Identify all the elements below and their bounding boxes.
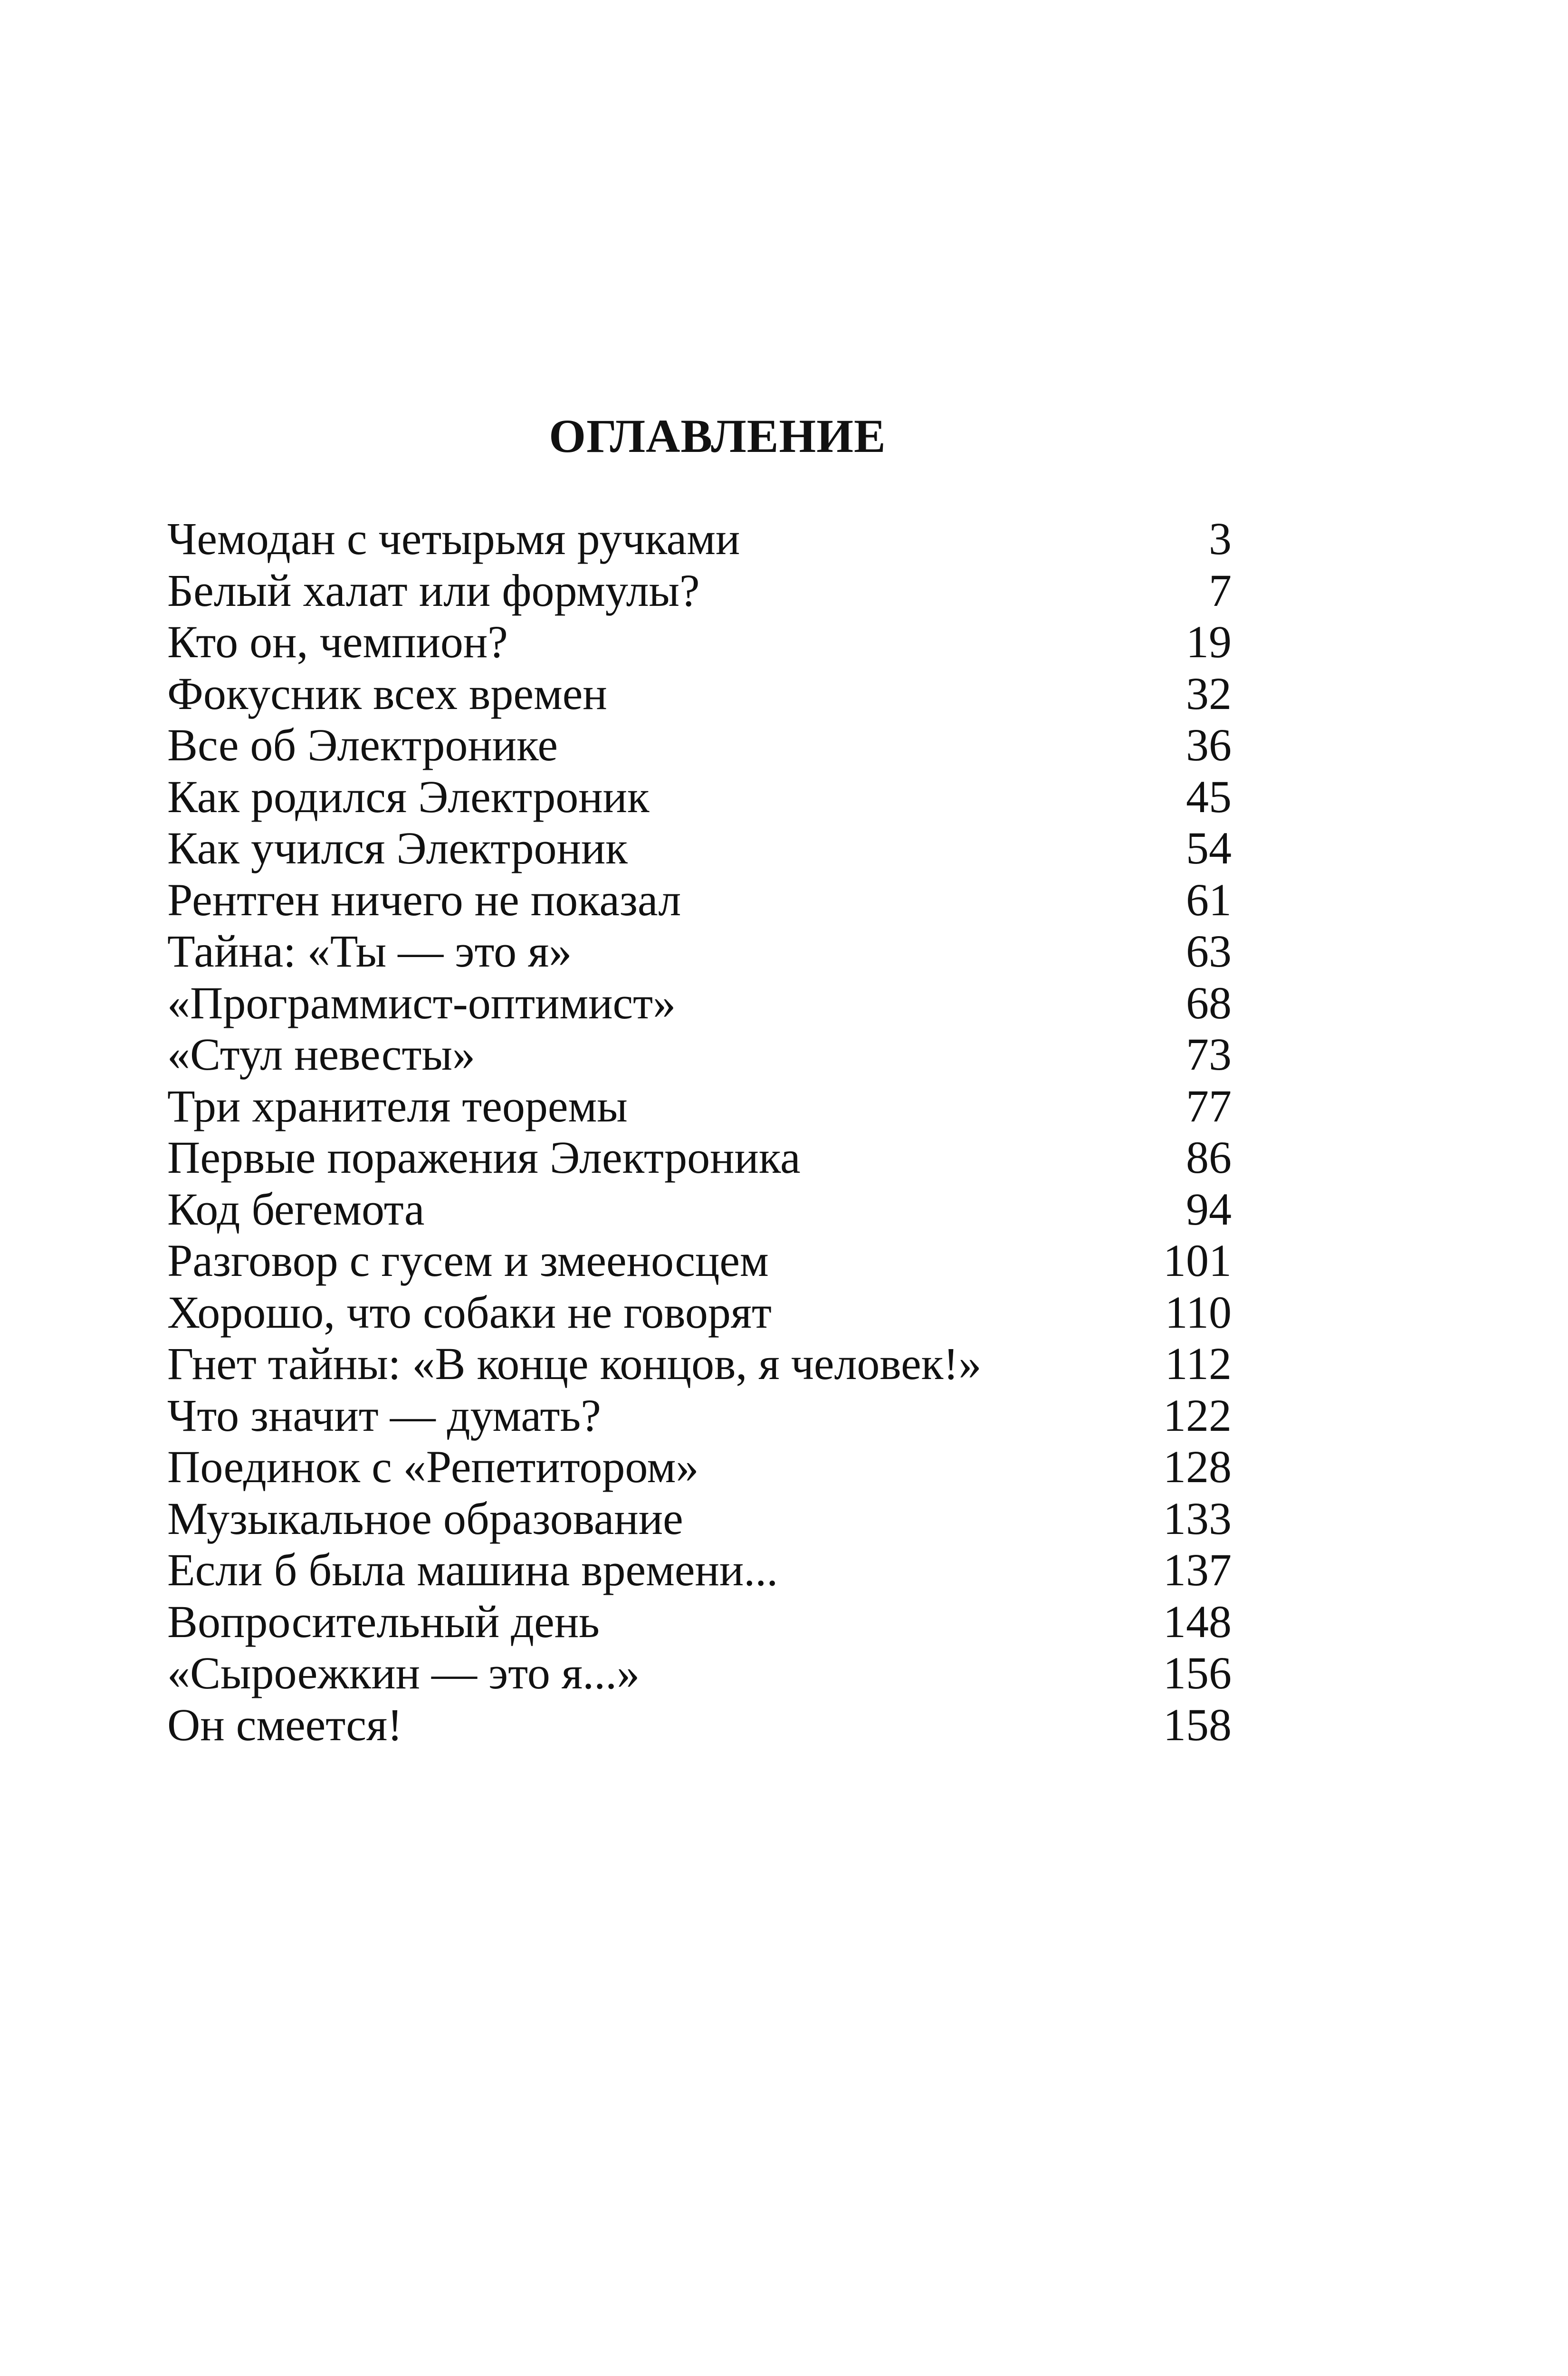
toc-entry — [167, 1699, 1232, 1751]
toc-entry-page-number: 32 — [1186, 668, 1232, 719]
toc-entry-page-number: 68 — [1186, 977, 1232, 1028]
toc-entry-title: Фокусник всех времен — [167, 668, 607, 719]
toc-entry-page-number: 63 — [1186, 926, 1232, 977]
toc-entry — [167, 1544, 1232, 1596]
toc-entry — [167, 513, 1232, 565]
toc-entry-page-number: 94 — [1186, 1183, 1232, 1235]
toc-entry-page-number: 45 — [1186, 771, 1232, 822]
toc-entry-page-number: 158 — [1163, 1699, 1232, 1750]
toc-entry-page-number: 128 — [1163, 1441, 1232, 1492]
toc-entry — [167, 565, 1232, 617]
toc-entry-page-number: 77 — [1186, 1080, 1232, 1131]
toc-entry-page-number: 133 — [1163, 1493, 1232, 1544]
toc-list — [167, 513, 1232, 1751]
toc-entry-page-number: 101 — [1163, 1235, 1232, 1286]
toc-entry — [167, 874, 1232, 926]
toc-entry-page-number: 110 — [1165, 1286, 1232, 1338]
toc-entry — [167, 1029, 1232, 1081]
toc-entry-title: Код бегемота — [167, 1183, 425, 1235]
toc-entry — [167, 1081, 1232, 1132]
toc-entry — [167, 1184, 1232, 1236]
toc-entry-title: Разговор с гусем и змееносцем — [167, 1235, 769, 1286]
toc-entry — [167, 668, 1232, 720]
toc-entry-title: Вопросительный день — [167, 1596, 600, 1647]
toc-entry-page-number: 7 — [1209, 565, 1232, 616]
toc-entry-page-number: 54 — [1186, 823, 1232, 873]
toc-entry-title: Поединок с «Репетитором» — [167, 1441, 699, 1492]
toc-heading: ОГЛАВЛЕНИЕ — [549, 410, 886, 462]
toc-entry-page-number: 61 — [1186, 874, 1232, 925]
toc-entry-page-number: 36 — [1186, 719, 1232, 770]
toc-entry-page-number: 3 — [1209, 513, 1232, 564]
toc-entry-page-number: 112 — [1165, 1338, 1232, 1389]
toc-entry — [167, 1441, 1232, 1493]
toc-entry-title: Музыкальное образование — [167, 1493, 683, 1544]
toc-entry — [167, 1235, 1232, 1287]
toc-entry-title: «Программист-оптимист» — [167, 977, 676, 1028]
toc-entry-title: Как учился Электроник — [167, 823, 628, 873]
toc-entry — [167, 719, 1232, 771]
toc-entry-title: Первые поражения Электроника — [167, 1132, 801, 1183]
toc-entry-title: Чемодан с четырьмя ручками — [167, 513, 740, 564]
toc-entry — [167, 1338, 1232, 1390]
toc-entry-page-number: 19 — [1186, 616, 1232, 667]
toc-entry-page-number: 148 — [1163, 1596, 1232, 1647]
toc-entry — [167, 1287, 1232, 1339]
toc-entry-page-number: 156 — [1163, 1648, 1232, 1698]
toc-entry-title: Все об Электронике — [167, 719, 558, 770]
toc-entry-title: Хорошо, что собаки не говорят — [167, 1286, 772, 1338]
toc-entry-title: Что значит — думать? — [167, 1389, 601, 1441]
toc-entry — [167, 823, 1232, 874]
toc-entry — [167, 1596, 1232, 1648]
toc-entry-title: «Стул невесты» — [167, 1029, 475, 1080]
toc-entry-title: Если б была машина времени... — [167, 1544, 778, 1595]
toc-entry-title: Гнет тайны: «В конце концов, я человек!» — [167, 1338, 982, 1389]
toc-entry-page-number: 73 — [1186, 1029, 1232, 1080]
toc-entry-title: «Сыроежкин — это я...» — [167, 1648, 640, 1698]
toc-entry-title: Три хранителя теоремы — [167, 1080, 628, 1131]
toc-entry — [167, 977, 1232, 1029]
toc-entry-title: Тайна: «Ты — это я» — [167, 926, 572, 977]
toc-entry — [167, 1648, 1232, 1699]
toc-entry-title: Кто он, чемпион? — [167, 616, 508, 667]
toc-entry — [167, 1132, 1232, 1184]
toc-entry-page-number: 137 — [1163, 1544, 1232, 1595]
toc-entry — [167, 771, 1232, 823]
toc-entry — [167, 616, 1232, 668]
toc-entry — [167, 926, 1232, 977]
toc-entry-page-number: 122 — [1163, 1389, 1232, 1441]
toc-entry-title: Рентген ничего не показал — [167, 874, 681, 925]
toc-entry-title: Как родился Электроник — [167, 771, 650, 822]
toc-entry — [167, 1493, 1232, 1545]
toc-entry-page-number: 86 — [1186, 1132, 1232, 1183]
toc-entry-title: Белый халат или формулы? — [167, 565, 700, 616]
toc-entry — [167, 1390, 1232, 1442]
toc-entry-title: Он смеется! — [167, 1699, 403, 1750]
